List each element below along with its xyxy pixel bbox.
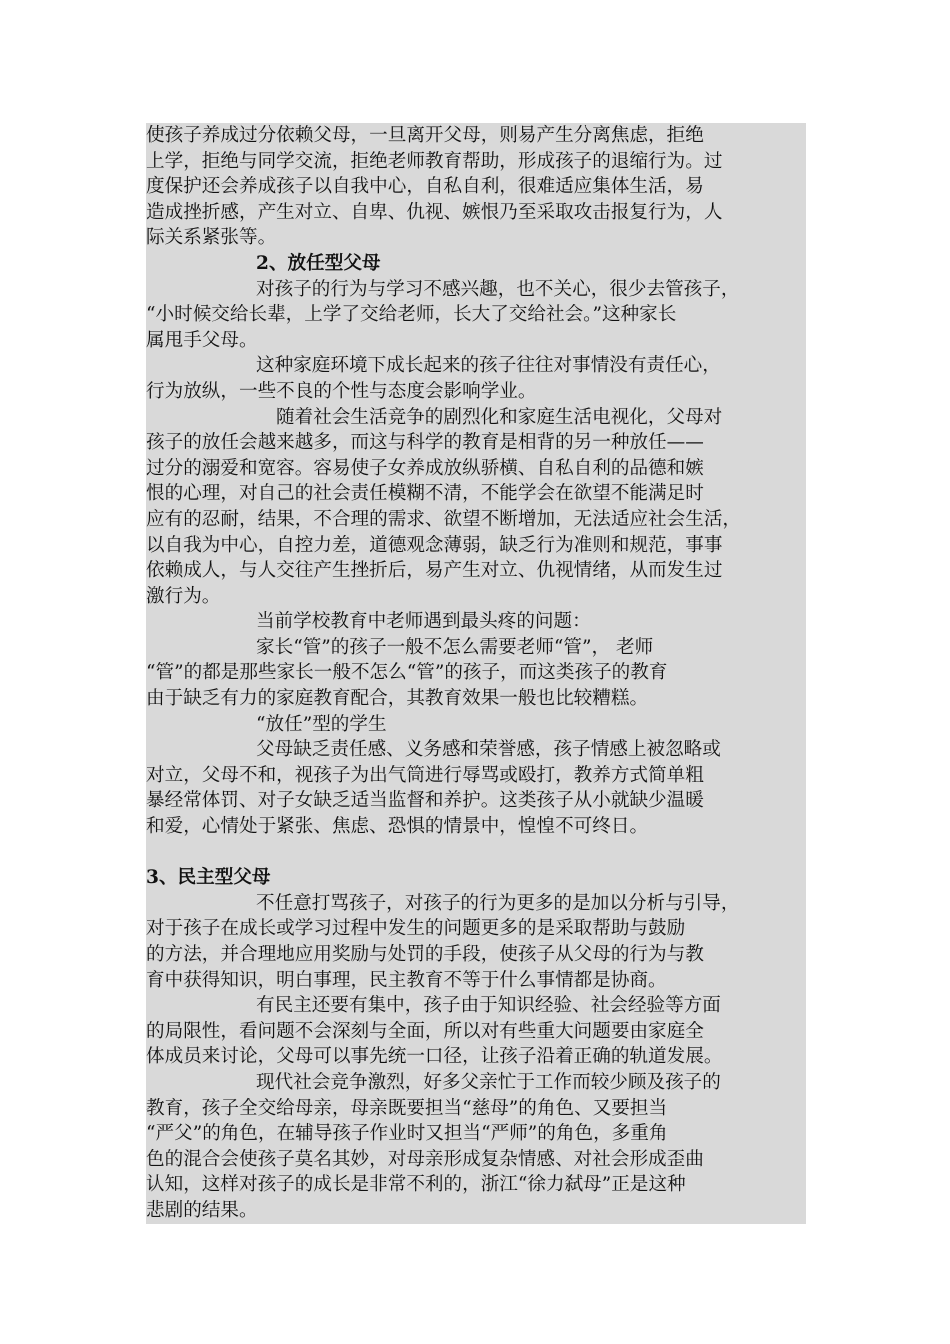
text-line: 和爱，心情处于紧张、焦虑、恐惧的情景中，惶惶不可终日。 — [146, 816, 649, 838]
text-line: 依赖成人，与人交往产生挫折后，易产生对立、仇视情绪，从而发生过 — [146, 560, 723, 582]
text-line: 认知，这样对孩子的成长是非常不利的，浙江“徐力弑母”正是这种 — [146, 1174, 686, 1196]
text-line: “严父”的角色，在辅导孩子作业时又担当“严师”的角色，多重角 — [146, 1123, 668, 1145]
text-line: 父母缺乏责任感、义务感和荣誉感，孩子情感上被忽略或 — [256, 739, 721, 761]
text-line: 对于孩子在成长或学习过程中发生的问题更多的是采取帮助与鼓励 — [146, 918, 686, 940]
text-line: 育中获得知识，明白事理，民主教育不等于什么事情都是协商。 — [146, 969, 667, 991]
text-line: “管”的都是那些家长一般不怎么“管”的孩子，而这类孩子的教育 — [146, 662, 668, 684]
section-heading: 2、放任型父母 — [256, 252, 381, 274]
text-line: 教育，孩子全交给母亲，母亲既要担当“慈母”的角色、又要担当 — [146, 1097, 668, 1119]
text-line: 体成员来讨论，父母可以事先统一口径，让孩子沿着正确的轨道发展。 — [146, 1046, 723, 1068]
text-line: 当前学校教育中老师遇到最头疼的问题： — [256, 611, 591, 633]
text-line: 这种家庭环境下成长起来的孩子往往对事情没有责任心， — [256, 355, 721, 377]
text-line: 属甩手父母。 — [146, 329, 258, 351]
text-line: 的方法，并合理地应用奖励与处罚的手段，使孩子从父母的行为与教 — [146, 944, 704, 965]
text-line: 度保护还会养成孩子以自我中心，自私自利，很难适应集体生活，易 — [146, 176, 704, 198]
text-line: 暴经常体罚、对子女缺乏适当监督和养护。这类孩子从小就缺少温暖 — [146, 790, 704, 812]
text-line: 现代社会竞争激烈，好多父亲忙于工作而较少顾及孩子的 — [256, 1071, 721, 1093]
blank-line — [146, 840, 806, 866]
text-line: 以自我为中心，自控力差，道德观念薄弱，缺乏行为准则和规范，事事 — [146, 534, 723, 556]
text-line: 由于缺乏有力的家庭教育配合，其教育效果一般也比较糟糕。 — [146, 688, 649, 710]
text-line: 有民主还要有集中，孩子由于知识经验、社会经验等方面 — [256, 995, 721, 1017]
text-line: 恨的心理，对自己的社会责任模糊不清，不能学会在欲望不能满足时 — [146, 483, 704, 505]
text-line: “小时候交给长辈，上学了交给老师，长大了交给社会。”这种家长 — [146, 304, 677, 326]
text-line: 的局限性，看问题不会深刻与全面，所以对有些重大问题要由家庭全 — [146, 1020, 704, 1042]
text-line: 上学，拒绝与同学交流，拒绝老师教育帮助，形成孩子的退缩行为。过 — [146, 150, 723, 172]
text-line: 孩子的放任会越来越多，而这与科学的教育是相背的另一种放任—— — [146, 432, 704, 454]
text-line: 造成挫折感，产生对立、自卑、仇视、嫉恨乃至采取攻击报复行为，人 — [146, 201, 723, 223]
subheading-line: “放任”型的学生 — [256, 713, 387, 735]
text-line: 悲剧的结果。 — [146, 1199, 258, 1221]
text-line: 激行为。 — [146, 585, 221, 607]
text-line: 家长“管”的孩子一般不怎么需要老师“管”， 老师 — [256, 636, 654, 658]
text-line: 际关系紧张等。 — [146, 227, 277, 249]
text-line: 应有的忍耐，结果，不合理的需求、欲望不断增加，无法适应社会生活， — [146, 508, 742, 530]
text-line: 不任意打骂孩子，对孩子的行为更多的是加以分析与引导， — [256, 892, 740, 914]
text-line: 使孩子养成过分依赖父母，一旦离开父母，则易产生分离焦虑，拒绝 — [146, 125, 704, 146]
text-line: 行为放纵，一些不良的个性与态度会影响学业。 — [146, 380, 537, 402]
page-text-block — [146, 123, 806, 1224]
text-line: 对孩子的行为与学习不感兴趣，也不关心，很少去管孩子， — [256, 278, 740, 300]
text-line: 对立，父母不和，视孩子为出气筒进行辱骂或殴打，教养方式简单粗 — [146, 764, 704, 786]
text-line: 色的混合会使孩子莫名其妙，对母亲形成复杂情感、对社会形成歪曲 — [146, 1148, 704, 1170]
text-line: 随着社会生活竞争的剧烈化和家庭生活电视化，父母对 — [276, 406, 723, 428]
text-line: 过分的溺爱和宽容。容易使子女养成放纵骄横、自私自利的品德和嫉 — [146, 457, 704, 479]
section-heading: 3、民主型父母 — [146, 867, 271, 889]
